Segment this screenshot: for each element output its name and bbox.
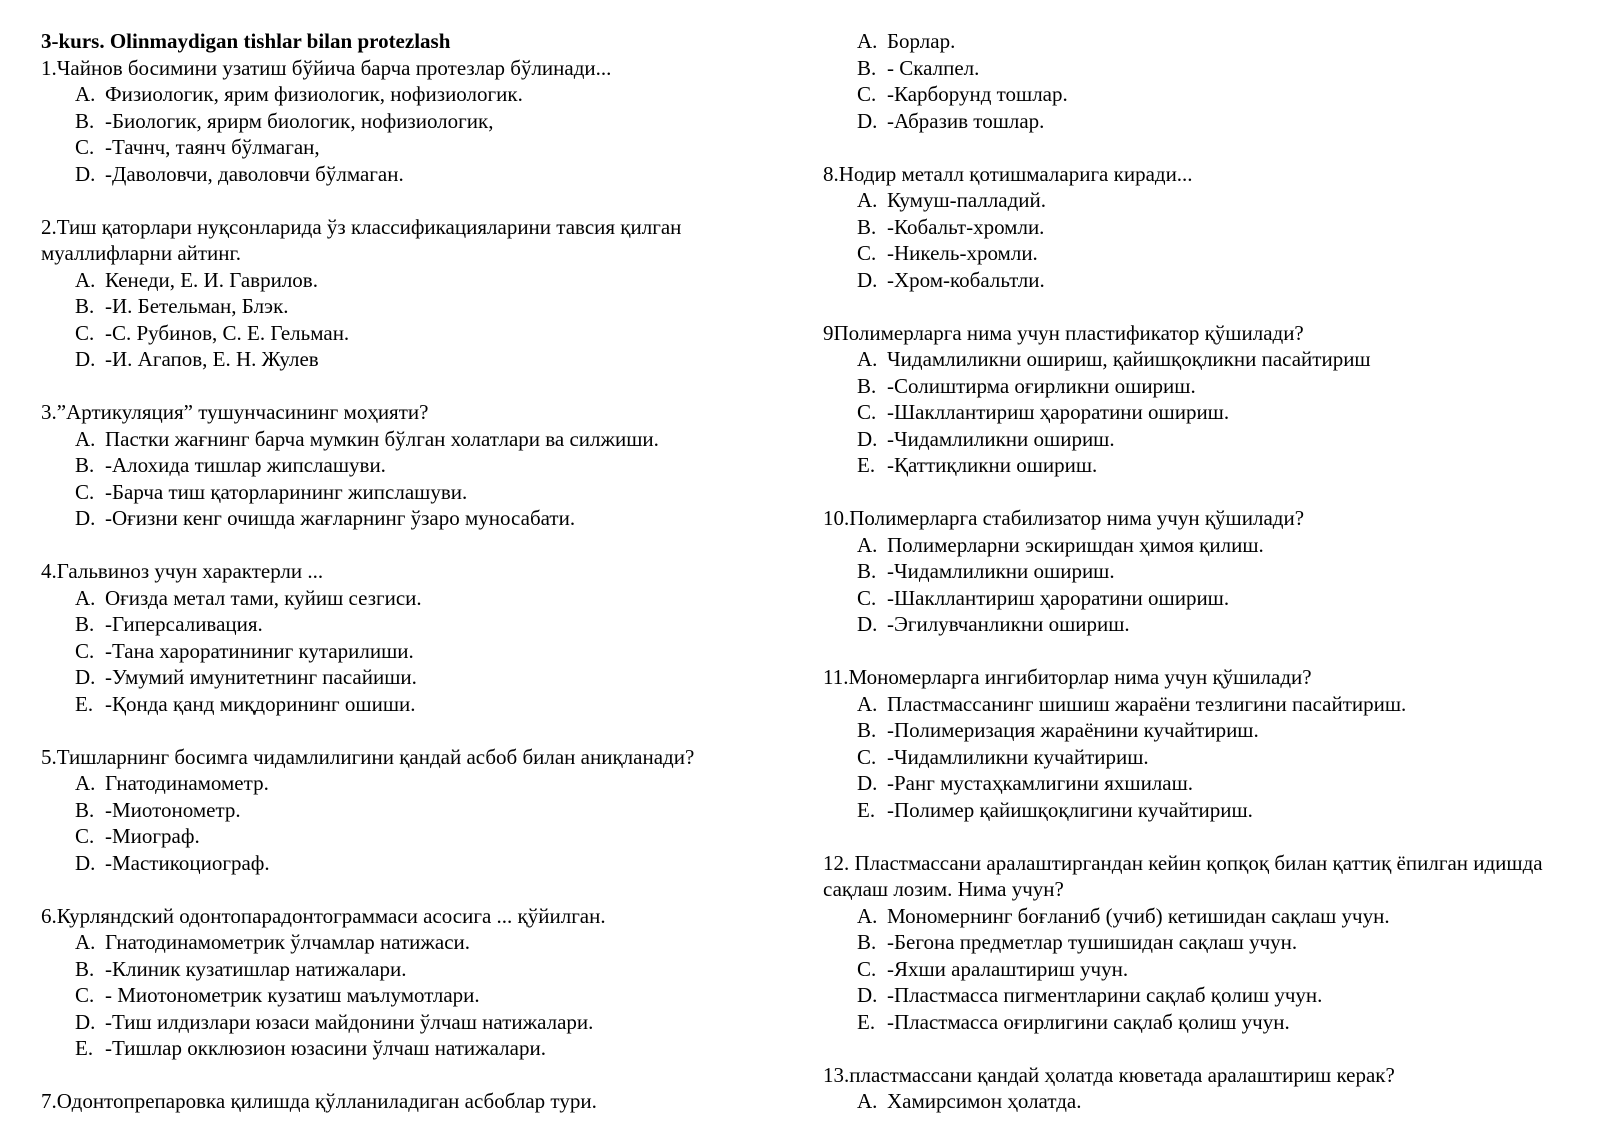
- option-letter: A.: [75, 267, 96, 292]
- option-text: -Кобальт-хромли.: [887, 214, 1045, 239]
- answer-options: [41, 267, 781, 373]
- option-text: - Миотонометрик кузатиш маълумотлари.: [105, 983, 480, 1007]
- question-block: [41, 744, 781, 877]
- question-text: 6.Курляндский одонтопарадонтограммаси асосига ... қўйилган.: [41, 903, 606, 928]
- answer-option: [75, 850, 781, 877]
- option-text: Оғизда метал тами, куйиш сезгиси.: [105, 585, 422, 610]
- question-text: 12. Пластмассани аралаштиргандан кейин қопқоқ билан қаттиқ ёпилган идишда сақлаш лозим. Нима учун?: [823, 850, 1543, 901]
- option-letter: A.: [857, 29, 878, 53]
- answer-options: [823, 346, 1563, 479]
- answer-option: [857, 982, 1563, 1009]
- answer-option: [75, 638, 781, 665]
- option-letter: B.: [857, 373, 877, 398]
- answer-option: [75, 293, 781, 320]
- option-text: -Пластмасса пигментларини сақлаб қолиш учун.: [887, 983, 1323, 1007]
- option-text: Кенеди, Е. И. Гаврилов.: [105, 267, 318, 292]
- answer-options: [41, 585, 781, 718]
- answer-options: [41, 929, 781, 1062]
- answer-option: [857, 1009, 1563, 1036]
- option-letter: D.: [857, 983, 878, 1007]
- question-text: 13.пластмассани қандай ҳолатда кюветада аралаштириш керак?: [823, 1062, 1395, 1087]
- answer-option: [857, 903, 1563, 930]
- option-letter: C.: [75, 320, 95, 345]
- option-letter: C.: [857, 82, 877, 106]
- answer-option: [857, 452, 1563, 479]
- answer-options: [823, 903, 1563, 1036]
- option-text: -И. Агапов, Е. Н. Жулев: [105, 347, 319, 371]
- option-letter: B.: [857, 55, 877, 80]
- answer-option: [75, 770, 781, 797]
- question-text: 2.Тиш қаторлари нуқсонларида ўз классификацияларини тавсия қилган муаллифларни айтинг.: [41, 214, 682, 265]
- question-text: 7.Одонтопрепаровка қилишда қўлланиладиган асбоблар тури.: [41, 1089, 597, 1113]
- answer-option: [857, 691, 1563, 718]
- option-text: Пастки жағнинг барча мумкин бўлган холатлари ва силжиши.: [105, 426, 659, 451]
- question-block: [823, 664, 1563, 823]
- option-text: -Карборунд тошлар.: [887, 82, 1068, 106]
- option-text: -Умумий имунитетнинг пасайиши.: [105, 665, 417, 689]
- option-text: -Чидамлиликни ошириш.: [887, 426, 1115, 451]
- option-text: -Эгилувчанликни ошириш.: [887, 612, 1130, 636]
- answer-option: [857, 55, 1563, 82]
- answer-option: [75, 505, 781, 532]
- answer-option: [75, 1035, 781, 1062]
- answer-option: [857, 214, 1563, 241]
- option-letter: E.: [75, 1036, 94, 1060]
- option-text: Кумуш-палладий.: [887, 188, 1047, 212]
- option-letter: A.: [75, 930, 96, 954]
- option-letter: D.: [75, 347, 96, 371]
- option-text: -Шакллантириш ҳароратини ошириш.: [887, 585, 1230, 610]
- answer-option: [857, 240, 1563, 267]
- option-letter: B.: [857, 718, 877, 742]
- answer-option: [857, 611, 1563, 638]
- answer-options: [41, 770, 781, 876]
- answer-option: [75, 134, 781, 161]
- answer-option: [75, 611, 781, 638]
- question-text: 8.Нодир металл қотишмаларига киради...: [823, 161, 1193, 186]
- question-block: [41, 558, 781, 717]
- option-letter: C.: [857, 241, 877, 265]
- option-text: -Қонда қанд миқдорининг ошиши.: [105, 691, 416, 716]
- option-letter: C.: [857, 956, 877, 981]
- option-letter: D.: [857, 267, 878, 292]
- answer-option: [857, 426, 1563, 453]
- option-text: -Оғизни кенг очишда жағларнинг ўзаро муносабати.: [105, 506, 576, 530]
- option-letter: D.: [75, 665, 96, 689]
- answer-option: [75, 982, 781, 1009]
- answer-option: [857, 28, 1563, 55]
- right-column: [823, 28, 1563, 1115]
- answer-option: [857, 108, 1563, 135]
- question-text: 1.Чайнов босимини узатиш бўйича барча протезлар бўлинади...: [41, 55, 612, 80]
- option-text: Чидамлиликни ошириш, қайишқоқликни пасайтириш: [887, 347, 1371, 371]
- question-block: [41, 903, 781, 1062]
- option-letter: D.: [75, 1009, 96, 1034]
- question-block: [41, 55, 781, 188]
- option-letter: E.: [857, 797, 876, 822]
- option-letter: C.: [75, 135, 95, 159]
- question-text: 5.Тишларнинг босимга чидамлилигини қандай асбоб билан аниқланади?: [41, 744, 695, 769]
- answer-options: [823, 691, 1563, 824]
- option-letter: A.: [857, 532, 878, 557]
- answer-option: [857, 797, 1563, 824]
- left-column: [41, 28, 781, 1115]
- option-text: -Миограф.: [105, 824, 200, 848]
- question-text: 11.Мономерларга ингибиторлар нима учун қўшилади?: [823, 665, 1312, 689]
- answer-option: [857, 346, 1563, 373]
- answer-options: [41, 81, 781, 187]
- answer-option: [857, 717, 1563, 744]
- option-letter: A.: [857, 903, 878, 928]
- option-letter: E.: [857, 453, 876, 477]
- option-letter: B.: [75, 612, 95, 636]
- option-letter: E.: [857, 1009, 876, 1034]
- option-text: Мономернинг боғланиб (учиб) кетишидан сақлаш учун.: [887, 903, 1390, 928]
- option-text: -Қаттиқликни ошириш.: [887, 453, 1098, 477]
- option-text: -Тишлар окклюзион юзасини ўлчаш натижалари.: [105, 1036, 546, 1060]
- answer-option: [857, 929, 1563, 956]
- option-letter: C.: [857, 744, 877, 769]
- option-text: -Чидамлиликни ошириш.: [887, 559, 1115, 583]
- answer-option: [75, 664, 781, 691]
- option-text: -Тана хароратининиг кутарилиши.: [105, 638, 414, 663]
- answer-option: [75, 81, 781, 108]
- question-block: [823, 320, 1563, 479]
- answer-options: [823, 532, 1563, 638]
- option-letter: D.: [857, 612, 878, 636]
- option-text: -Солиштирма оғирликни ошириш.: [887, 373, 1196, 398]
- option-letter: B.: [75, 108, 95, 133]
- answer-option: [857, 1088, 1563, 1115]
- option-letter: A.: [857, 1089, 878, 1113]
- option-letter: D.: [857, 426, 878, 451]
- option-letter: D.: [857, 771, 878, 795]
- option-text: Гнатодинамометр.: [105, 771, 269, 795]
- option-text: Хамирсимон ҳолатда.: [887, 1089, 1082, 1113]
- answer-option: [75, 691, 781, 718]
- option-text: -Даволовчи, даволовчи бўлмаган.: [105, 161, 404, 186]
- option-text: -Тиш илдизлари юзаси майдонини ўлчаш натижалари.: [105, 1009, 594, 1034]
- answer-option: [75, 320, 781, 347]
- option-text: -Пластмасса оғирлигини сақлаб қолиш учун.: [887, 1009, 1290, 1034]
- answer-option: [857, 267, 1563, 294]
- answer-option: [857, 558, 1563, 585]
- option-text: -Никель-хромли.: [887, 241, 1038, 265]
- option-letter: A.: [75, 585, 96, 610]
- option-letter: B.: [75, 797, 95, 822]
- option-letter: C.: [857, 585, 877, 610]
- question-block: [823, 505, 1563, 638]
- question-block: [823, 161, 1563, 294]
- option-text: Пластмассанинг шишиш жараёни тезлигини пасайтириш.: [887, 691, 1407, 716]
- question-7-options: [823, 28, 1563, 134]
- option-text: -Чидамлиликни кучайтириш.: [887, 744, 1149, 769]
- answer-option: [75, 161, 781, 188]
- answer-option: [75, 585, 781, 612]
- option-letter: C.: [75, 479, 95, 504]
- question-block: [823, 850, 1563, 1036]
- option-text: Борлар.: [887, 29, 956, 53]
- option-text: -Тачнч, таянч бўлмаган,: [105, 135, 320, 159]
- option-letter: B.: [75, 956, 95, 981]
- answer-option: [75, 479, 781, 506]
- option-letter: D.: [75, 161, 96, 186]
- option-text: Физиологик, ярим физиологик, нофизиологик.: [105, 82, 523, 106]
- option-text: Полимерларни эскиришдан ҳимоя қилиш.: [887, 532, 1264, 557]
- answer-option: [857, 532, 1563, 559]
- question-text: 9Полимерларга нима учун пластификатор қўшилади?: [823, 320, 1304, 345]
- answer-option: [75, 108, 781, 135]
- answer-option: [857, 585, 1563, 612]
- answer-option: [857, 81, 1563, 108]
- option-text: -Бегона предметлар тушишидан сақлаш учун.: [887, 930, 1298, 954]
- option-letter: C.: [75, 638, 95, 663]
- document-title: 3-kurs. Olinmaydigan tishlar bilan protezlash: [41, 29, 451, 53]
- answer-option: [75, 956, 781, 983]
- option-letter: A.: [75, 82, 96, 106]
- option-text: -Клиник кузатишлар натижалари.: [105, 956, 407, 981]
- option-letter: A.: [75, 771, 96, 795]
- option-letter: D.: [75, 850, 96, 875]
- question-text: 3.”Артикуляция” тушунчасининг моҳияти?: [41, 400, 429, 424]
- option-letter: E.: [75, 691, 94, 716]
- answer-options: [823, 1088, 1563, 1115]
- option-text: -Полимер қайишқоқлигини кучайтириш.: [887, 797, 1253, 822]
- option-text: Гнатодинамометрик ўлчамлар натижаси.: [105, 930, 471, 954]
- option-text: -Полимеризация жараёнини кучайтириш.: [887, 718, 1259, 742]
- option-text: -Мастикоциограф.: [105, 850, 270, 875]
- option-text: -С. Рубинов, С. Е. Гельман.: [105, 320, 350, 345]
- answer-option: [857, 373, 1563, 400]
- answer-option: [75, 823, 781, 850]
- option-letter: B.: [857, 559, 877, 583]
- option-text: -Ранг мустаҳкамлигини яхшилаш.: [887, 771, 1194, 795]
- option-letter: A.: [857, 347, 878, 371]
- option-letter: B.: [75, 453, 95, 477]
- answer-option: [75, 346, 781, 373]
- option-text: - Скалпел.: [887, 55, 980, 80]
- answer-option: [857, 956, 1563, 983]
- option-letter: B.: [75, 294, 95, 318]
- question-block: [41, 399, 781, 532]
- right-questions: [823, 161, 1563, 1115]
- option-letter: D.: [75, 506, 96, 530]
- option-letter: A.: [75, 426, 96, 451]
- answer-option: [857, 770, 1563, 797]
- option-text: -Миотонометр.: [105, 797, 241, 822]
- question-text: 4.Гальвиноз учун характерли ...: [41, 559, 324, 583]
- option-text: -Барча тиш қаторларининг жипслашуви.: [105, 479, 468, 504]
- question-block: [41, 214, 781, 373]
- option-text: -Яхши аралаштириш учун.: [887, 956, 1129, 981]
- option-letter: A.: [857, 188, 878, 212]
- answer-option: [75, 797, 781, 824]
- question-block: [823, 1062, 1563, 1115]
- option-letter: B.: [857, 930, 877, 954]
- answer-option: [75, 426, 781, 453]
- option-text: -И. Бетельман, Блэк.: [105, 294, 289, 318]
- option-letter: C.: [857, 400, 877, 424]
- answer-option: [75, 929, 781, 956]
- answer-option: [75, 452, 781, 479]
- answer-options: [823, 187, 1563, 293]
- option-letter: C.: [75, 824, 95, 848]
- option-text: -Гиперсаливация.: [105, 612, 263, 636]
- answer-option: [857, 744, 1563, 771]
- question-block: [41, 1088, 781, 1115]
- option-letter: B.: [857, 214, 877, 239]
- option-text: -Шакллантириш ҳароратини ошириш.: [887, 400, 1230, 424]
- answer-option: [75, 1009, 781, 1036]
- option-text: -Хром-кобальтли.: [887, 267, 1045, 292]
- answer-option: [857, 399, 1563, 426]
- option-text: -Биологик, ярирм биологик, нофизиологик,: [105, 108, 494, 133]
- option-letter: D.: [857, 108, 878, 133]
- option-letter: C.: [75, 983, 95, 1007]
- question-text: 10.Полимерларга стабилизатор нима учун қўшилади?: [823, 506, 1305, 530]
- answer-option: [857, 187, 1563, 214]
- option-text: -Алохида тишлар жипслашуви.: [105, 453, 386, 477]
- option-letter: A.: [857, 691, 878, 716]
- answer-option: [75, 267, 781, 294]
- option-text: -Абразив тошлар.: [887, 108, 1045, 133]
- answer-options: [41, 426, 781, 532]
